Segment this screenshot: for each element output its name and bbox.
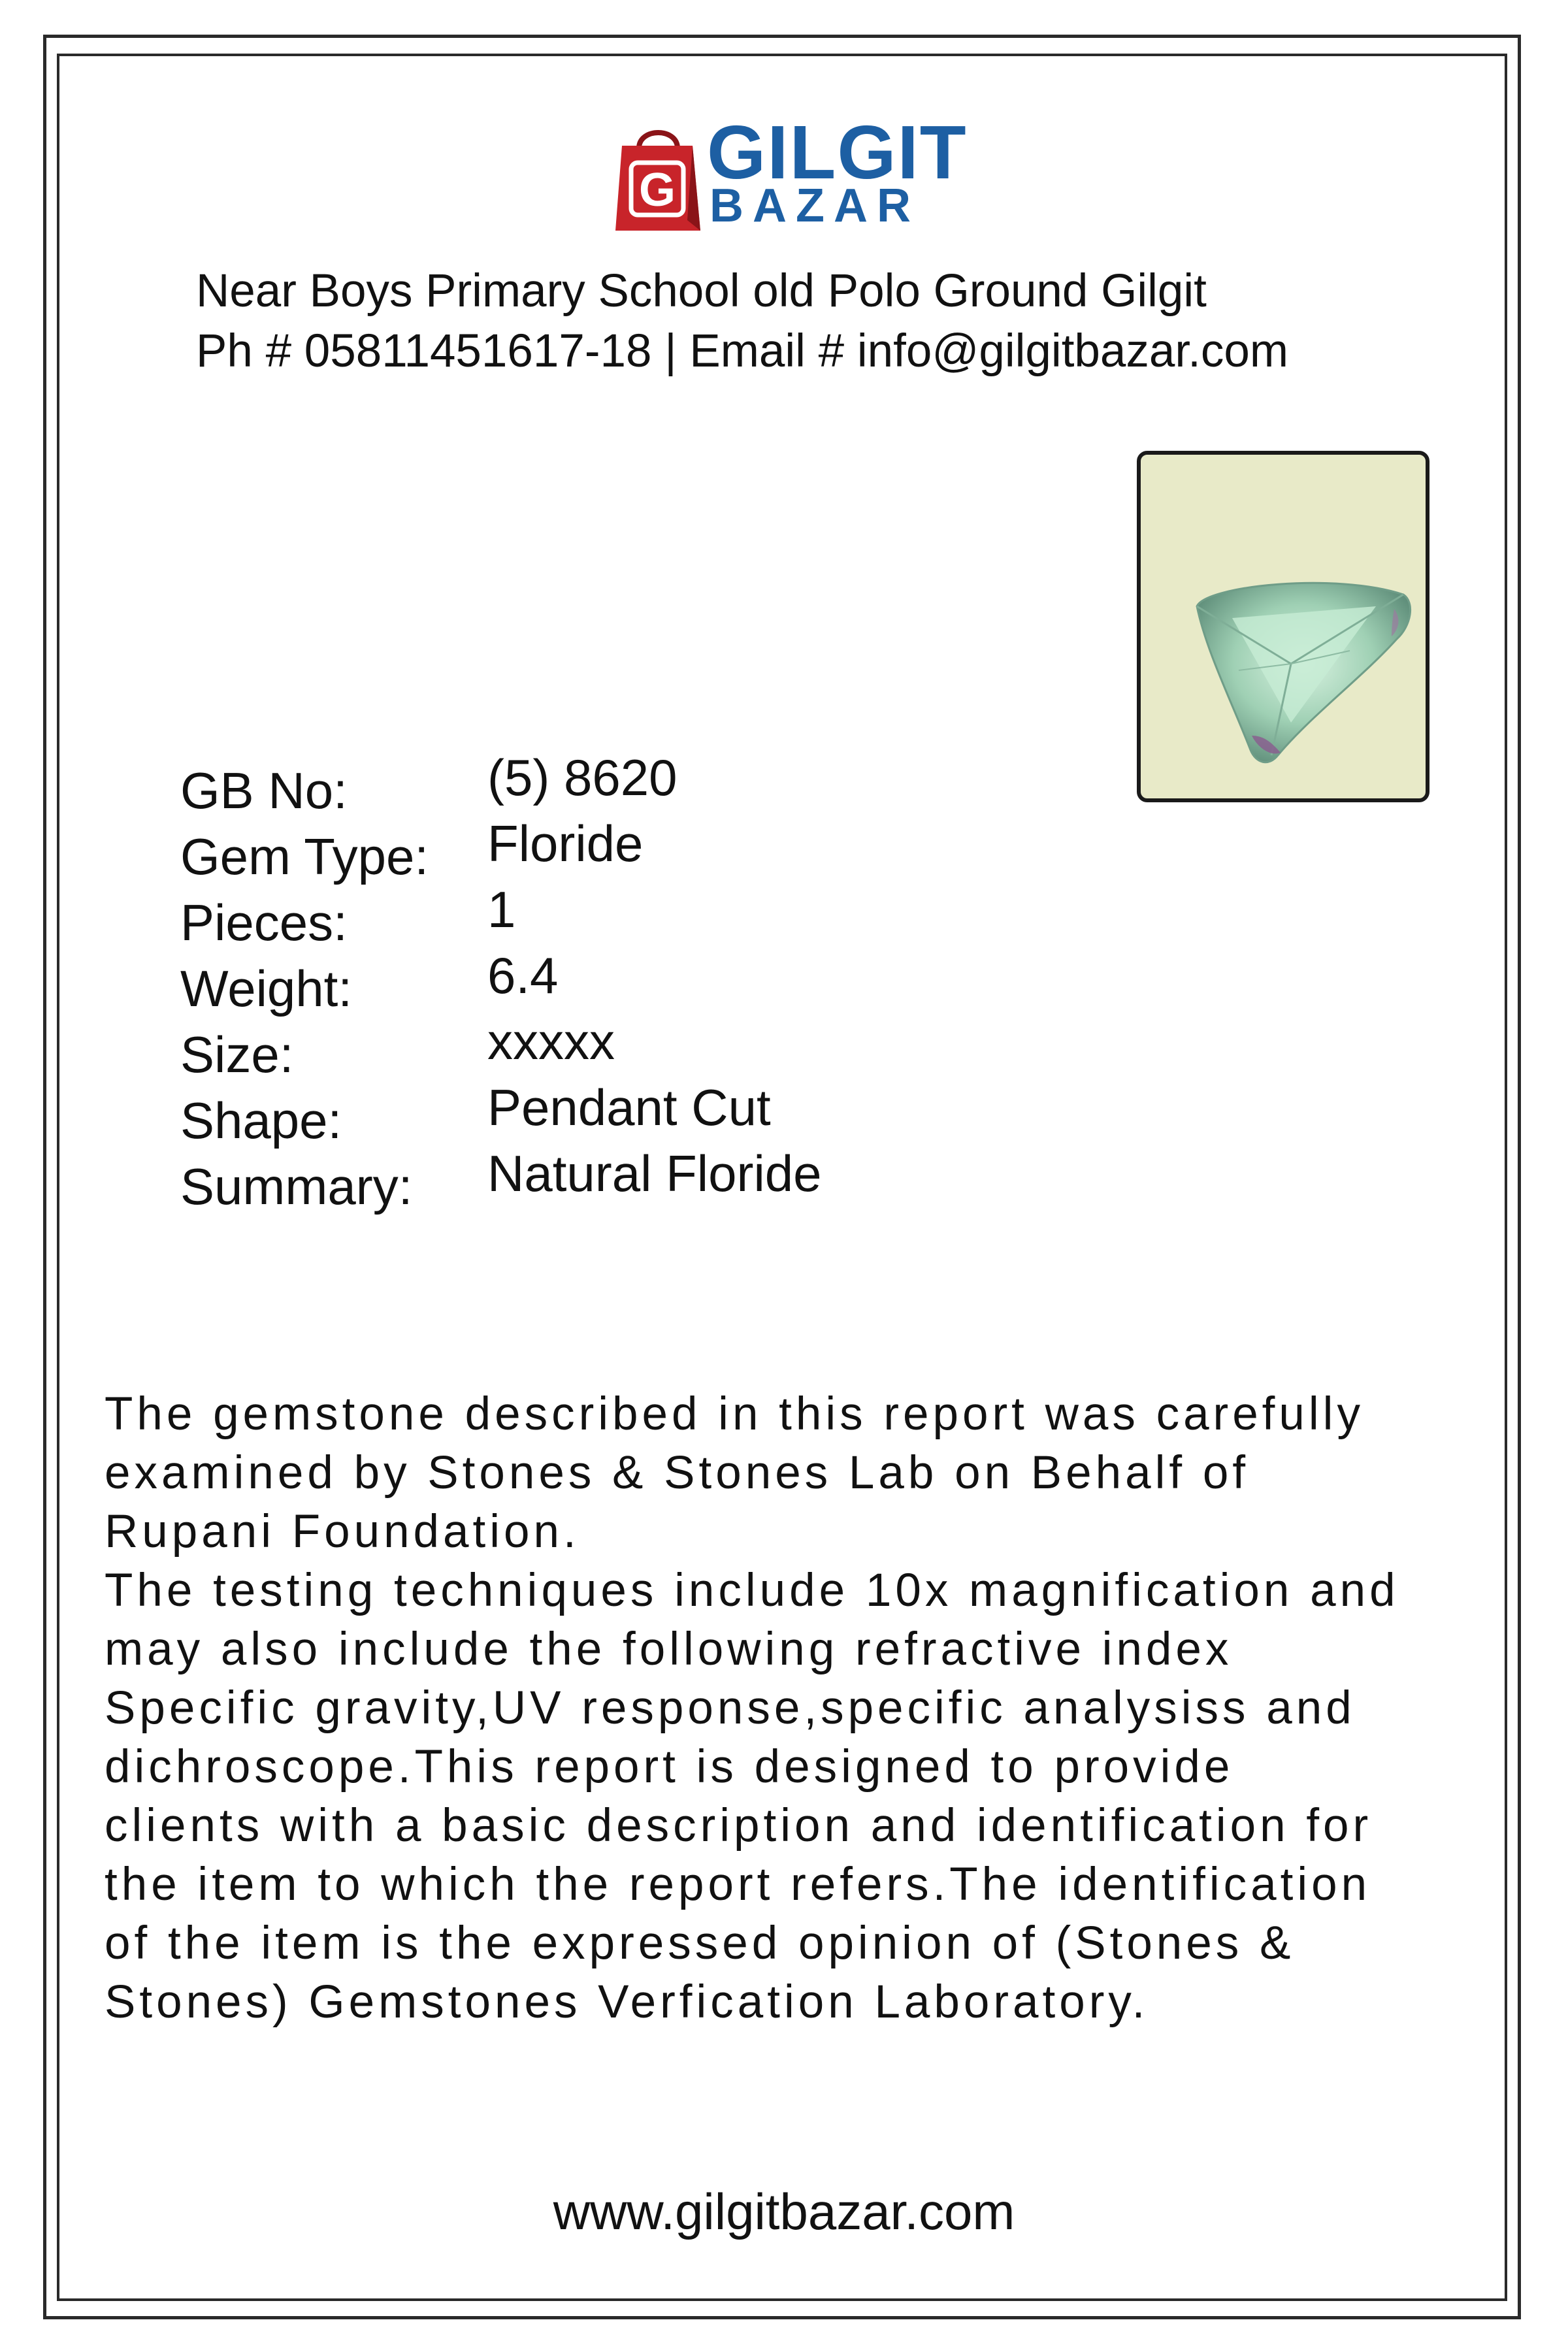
detail-value: Floride [487,815,644,872]
website-url: www.gilgitbazar.com [553,2183,1015,2240]
description-line: the item to which the report refers.The identification [105,1859,1371,1910]
description-line: Specific gravity,UV response,specific analysiss and [105,1682,1356,1734]
detail-label: Weight: [180,960,353,1017]
detail-value: 1 [487,881,516,938]
gem-photo [1137,451,1429,802]
detail-value: Pendant Cut [487,1079,771,1136]
detail-label: Summary: [180,1158,413,1215]
shopping-bag-icon [614,122,702,232]
detail-value: 6.4 [487,947,559,1004]
detail-value: Natural Floride [487,1145,822,1202]
detail-label: GB No: [180,762,348,819]
detail-label: Gem Type: [180,828,429,885]
description-line: The testing techniques include 10x magnification and [105,1565,1399,1616]
contact-block [196,261,1288,382]
bag-letter: G [638,164,676,216]
detail-label: Size: [180,1026,294,1083]
description-line: Stones) Gemstones Verfication Laboratory. [105,1976,1149,2028]
description-line: of the item is the expressed opinion of (Stones & [105,1918,1295,1969]
address-line: Near Boys Primary School old Polo Ground Gilgit [196,265,1207,317]
brand-name-top: GILGIT [707,110,968,195]
detail-value: (5) 8620 [487,749,678,806]
description-line: examined by Stones & Stones Lab on Behalf of [105,1447,1250,1499]
gilgit-bazar-logo [614,110,968,232]
brand-name-bottom: BAZAR [710,180,920,232]
detail-value: xxxxx [487,1013,615,1070]
detail-label: Pieces: [180,894,348,951]
description-line: dichroscope.This report is designed to provide [105,1741,1234,1793]
description-line: The gemstone described in this report was carefully [105,1388,1364,1440]
description-line: Rupani Foundation. [105,1506,580,1558]
report-description [105,1385,1483,2032]
description-line: clients with a basic description and identification for [105,1800,1373,1852]
trillion-cut-fluorite-gem-icon [1141,455,1426,798]
phone-email-line: Ph # 05811451617-18 | Email # info@gilgitbazar.com [196,325,1288,377]
description-line: may also include the following refractive index [105,1624,1233,1675]
detail-label: Shape: [180,1092,342,1149]
